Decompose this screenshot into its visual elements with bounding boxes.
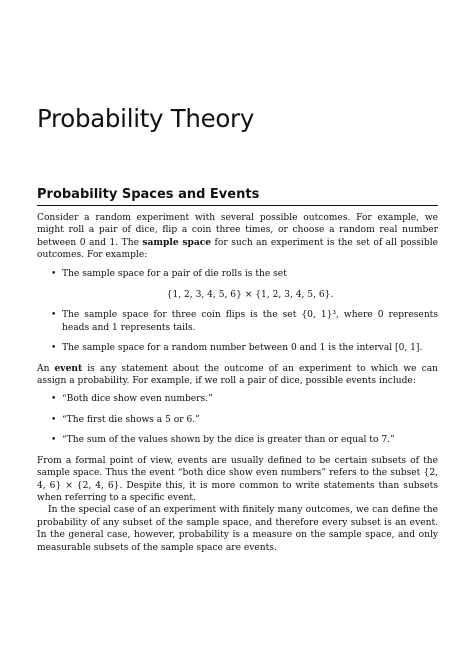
section-body xyxy=(37,212,438,554)
list-item-text: The sample space for a random number between 0 and 1 is the interval [0, 1]. xyxy=(62,343,423,354)
paragraph-event xyxy=(37,363,438,388)
bullet-icon: • xyxy=(51,414,57,425)
paragraph-sample-space xyxy=(37,212,438,262)
bullet-icon: • xyxy=(51,310,57,321)
list-item xyxy=(37,414,438,426)
term-sample-space: sample space xyxy=(142,236,212,248)
paragraph-formal-view: From a formal point of view, events are usually defined to be certain subsets of the sample space. Thus the event “both dice show even numbers” refers to the subset {2, 4, 6} × {2, 4, 6}. Despite this, it is more common to write statements than subsets when referring to a specific event. xyxy=(37,455,438,503)
list-item-text: “The first die shows a 5 or 6.” xyxy=(62,414,200,425)
list-item xyxy=(37,393,438,405)
event-examples-list xyxy=(37,393,438,446)
bullet-icon: • xyxy=(51,394,57,405)
list-item-text: The sample space for three coin flips is the set {0, 1}³, where 0 represents heads and 1 represents tails. xyxy=(62,310,438,333)
bullet-icon: • xyxy=(51,268,57,279)
paragraph-text: An xyxy=(37,363,55,374)
bullet-icon: • xyxy=(51,343,57,354)
list-item xyxy=(37,268,438,302)
section-title: Probability Spaces and Events xyxy=(37,187,438,206)
list-item-text: The sample space for a pair of die rolls is the set xyxy=(62,268,287,279)
paragraph-finite-case: In the special case of an experiment with finitely many outcomes, we can define the probability of any subset of the sample space, and therefore every subset is an event. In the general case, however, probability is a measure on the sample space, and only measurable subsets of the sample space are events. xyxy=(37,505,438,553)
page-title: Probability Theory xyxy=(37,104,255,133)
display-equation: {1, 2, 3, 4, 5, 6} × {1, 2, 3, 4, 5, 6}. xyxy=(166,290,334,301)
paragraph-text: Consider a random experiment with several possible outcomes. For example, we might roll a pair of dice, flip a coin three times, or choose a random real number between 0 and 1. The xyxy=(37,213,438,248)
sample-space-examples-list xyxy=(37,268,438,355)
list-item xyxy=(37,434,438,446)
paragraph-text: for such an experiment is the set of all possible outcomes. For example: xyxy=(37,237,438,261)
bullet-icon: • xyxy=(51,435,57,446)
list-item-text: “The sum of the values shown by the dice is greater than or equal to 7.” xyxy=(62,435,395,446)
list-item xyxy=(37,309,438,334)
list-item-text: “Both dice show even numbers.” xyxy=(62,394,213,405)
term-event: event xyxy=(54,362,83,374)
paragraph-text: is any statement about the outcome of an experiment to which we can assign a probability. For example, if we roll a pair of dice, possible events include: xyxy=(37,363,438,387)
list-item xyxy=(37,342,438,354)
